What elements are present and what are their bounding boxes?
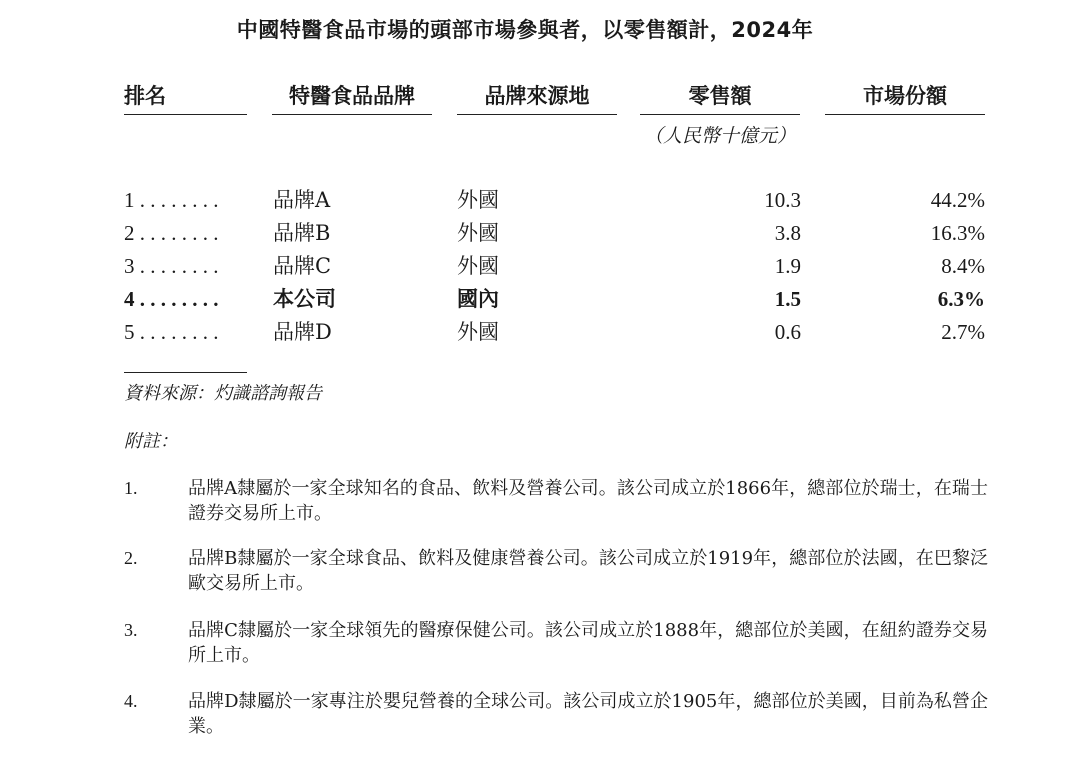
origin-cell: 外國 (457, 188, 499, 212)
share-cell: 44.2% (930, 188, 985, 212)
origin-cell: 外國 (457, 320, 499, 344)
brand-cell: 品牌B (273, 221, 331, 245)
document-title: 中國特醫食品市場的頭部市場參與者，以零售額計，2024年 (236, 18, 814, 42)
column-header-brand: 特醫食品品牌 (272, 82, 432, 115)
share-cell: 2.7% (941, 320, 985, 344)
column-header-rank: 排名 (124, 82, 247, 115)
note-text: 品牌C隸屬於一家全球領先的醫療保健公司。該公司成立於1888年，總部位於美國，在紐約證券交易所上市。 (188, 620, 988, 666)
origin-cell: 外國 (457, 254, 499, 278)
sales-cell: 1.5 (774, 287, 801, 311)
brand-cell: 品牌D (273, 320, 332, 344)
origin-cell: 外國 (457, 221, 499, 245)
note-text: 品牌B隸屬於一家全球食品、飲料及健康營養公司。該公司成立於1919年，總部位於法國，在巴黎泛歐交易所上市。 (188, 548, 988, 594)
column-header-share: 市場份額 (825, 82, 985, 115)
note-number: 3. (124, 620, 138, 640)
sales-cell: 3.8 (774, 221, 801, 245)
note-text: 品牌D隸屬於一家專注於嬰兒營養的全球公司。該公司成立於1905年，總部位於美國，目前為私營企業。 (188, 691, 988, 737)
note-text: 品牌A隸屬於一家全球知名的食品、飲料及營養公司。該公司成立於1866年，總部位於瑞士，在瑞士證券交易所上市。 (188, 478, 988, 524)
footnote-divider (124, 372, 247, 373)
share-cell: 8.4% (941, 254, 985, 278)
rank-cell: 2 . . . . . . . . (124, 221, 219, 245)
note-number: 1. (124, 478, 138, 498)
note-number: 2. (124, 548, 138, 568)
table-row (0, 316, 1080, 348)
brand-cell: 品牌A (273, 188, 331, 212)
table-row (0, 184, 1080, 216)
note-number: 4. (124, 691, 138, 711)
table-row (0, 217, 1080, 249)
share-cell: 6.3% (937, 287, 985, 311)
brand-cell: 品牌C (273, 254, 332, 278)
rank-cell: 3 . . . . . . . . (124, 254, 219, 278)
column-header-sales: 零售額 (640, 82, 800, 115)
table-row (0, 283, 1080, 315)
sales-cell: 1.9 (774, 254, 801, 278)
brand-cell: 本公司 (273, 287, 336, 311)
notes-heading: 附註： (124, 431, 178, 452)
origin-cell: 國內 (457, 287, 499, 311)
sales-unit-label: （人民幣十億元） (643, 125, 796, 147)
rank-cell: 5 . . . . . . . . (124, 320, 219, 344)
share-cell: 16.3% (930, 221, 985, 245)
rank-cell: 4 . . . . . . . . (124, 287, 219, 311)
sales-cell: 10.3 (764, 188, 801, 212)
column-header-origin: 品牌來源地 (457, 82, 617, 115)
table-row (0, 250, 1080, 282)
rank-cell: 1 . . . . . . . . (124, 188, 219, 212)
source-note: 資料來源：灼識諮詢報告 (124, 383, 322, 404)
sales-cell: 0.6 (774, 320, 801, 344)
